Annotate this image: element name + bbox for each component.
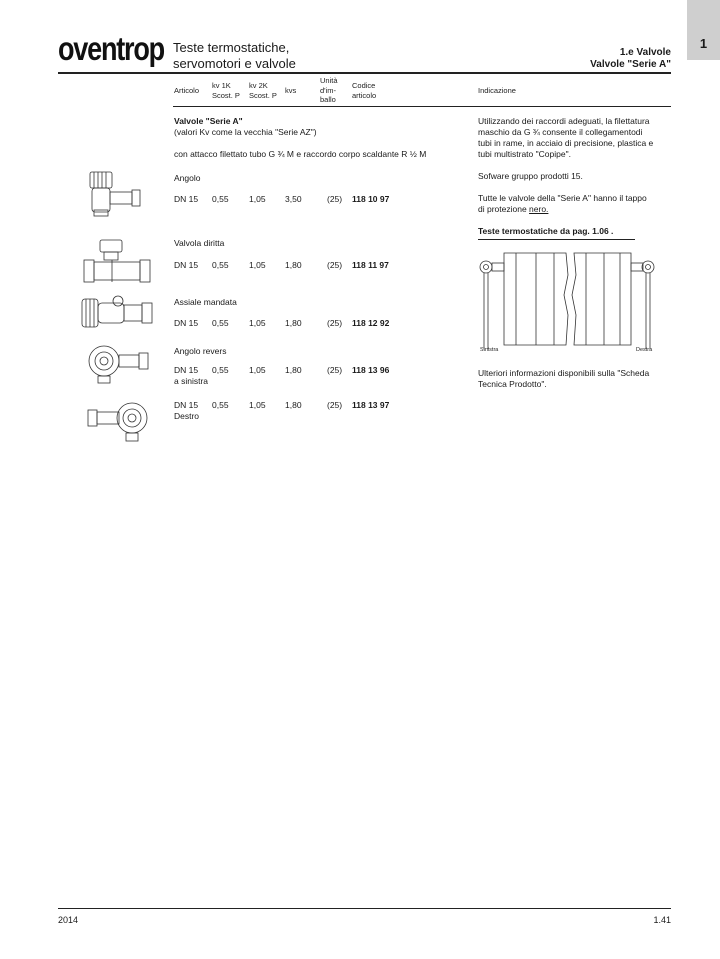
page-number: 1.41 — [653, 915, 671, 925]
indicazione-text: Utilizzando dei raccordi adeguati, la filettatura maschio da G ¾ consente il collegamentodi tubi in rame, in acciaio di precisione, plastica e tubi multistrato "Copipe". Sofware gruppo prodotti 15. Tutte le valvole della "Serie A" hanno il tappo di protezione nero. Teste termostatiche da pag. 1.06 . — [478, 116, 678, 237]
article-code: 118 12 92 — [352, 318, 390, 328]
article-code: 118 10 97 — [352, 194, 390, 204]
footer-year: 2014 — [58, 915, 79, 925]
col-unita: Unità d'im- ballo — [320, 76, 338, 104]
angle-valve-icon — [82, 170, 154, 218]
article-code: 118 13 96 — [352, 365, 390, 375]
header-rule — [58, 72, 671, 74]
col-kvs: kvs — [285, 86, 297, 95]
page-title: Teste termostatiche, servomotori e valvole — [173, 40, 296, 71]
footer-rule — [58, 908, 671, 909]
further-info: Ulteriori informazioni disponibili sulla "Scheda Tecnica Prodotto". — [478, 368, 650, 389]
column-rule — [173, 106, 671, 107]
indicazione-rule — [478, 239, 635, 240]
group-label: Valvola diritta — [174, 238, 225, 248]
table-row: DN 15 0,55 1,05 1,80 (25) 118 11 97 — [174, 260, 389, 270]
col-kv2: kv 2K Scost. P — [249, 81, 277, 100]
group-label: Angolo revers — [174, 346, 227, 356]
radiator-installation-diagram — [476, 245, 662, 357]
diagram-label-left: Sinistra — [480, 347, 499, 353]
section-heading: 1.e Valvole Valvole "Serie A" — [590, 47, 671, 70]
table-row: DN 15 0,55 1,05 3,50 (25) 118 10 97 — [174, 194, 390, 204]
variant-note: Destro — [174, 411, 200, 421]
variant-note: a sinistra — [174, 376, 209, 386]
straight-valve-icon — [82, 236, 154, 286]
table-row: DN 15 0,55 1,05 1,80 (25) 118 12 92 — [174, 318, 390, 328]
chapter-tab: 1 — [687, 0, 720, 60]
table-row: DN 15 0,55 1,05 1,80 (25) 118 13 96 a sinistra — [174, 365, 390, 386]
diagram-label-right: Destra — [636, 347, 653, 353]
article-code: 118 11 97 — [352, 260, 389, 270]
intro-block: Valvole "Serie A" (valori Kv come la vecchia "Serie AZ") con attacco filettato tubo G ¾ M e raccordo corpo scaldante R ½ M — [174, 116, 427, 159]
group-label: Angolo — [174, 173, 201, 183]
angle-reverse-right-valve-icon — [86, 400, 152, 442]
group-label: Assiale mandata — [174, 297, 237, 307]
article-code: 118 13 97 — [352, 400, 390, 410]
col-codice: Codice articolo — [352, 81, 377, 100]
col-kv1: kv 1K Scost. P — [212, 81, 240, 100]
table-row: DN 15 0,55 1,05 1,80 (25) 118 13 97 Destro — [174, 400, 390, 421]
axial-valve-icon — [80, 293, 156, 333]
col-indicazione: Indicazione — [478, 86, 516, 95]
cross-reference: Teste termostatiche da pag. 1.06 . — [478, 226, 614, 236]
angle-reverse-left-valve-icon — [86, 343, 152, 385]
col-articolo: Articolo — [174, 86, 200, 95]
brand-logo: oventrop — [58, 30, 164, 67]
